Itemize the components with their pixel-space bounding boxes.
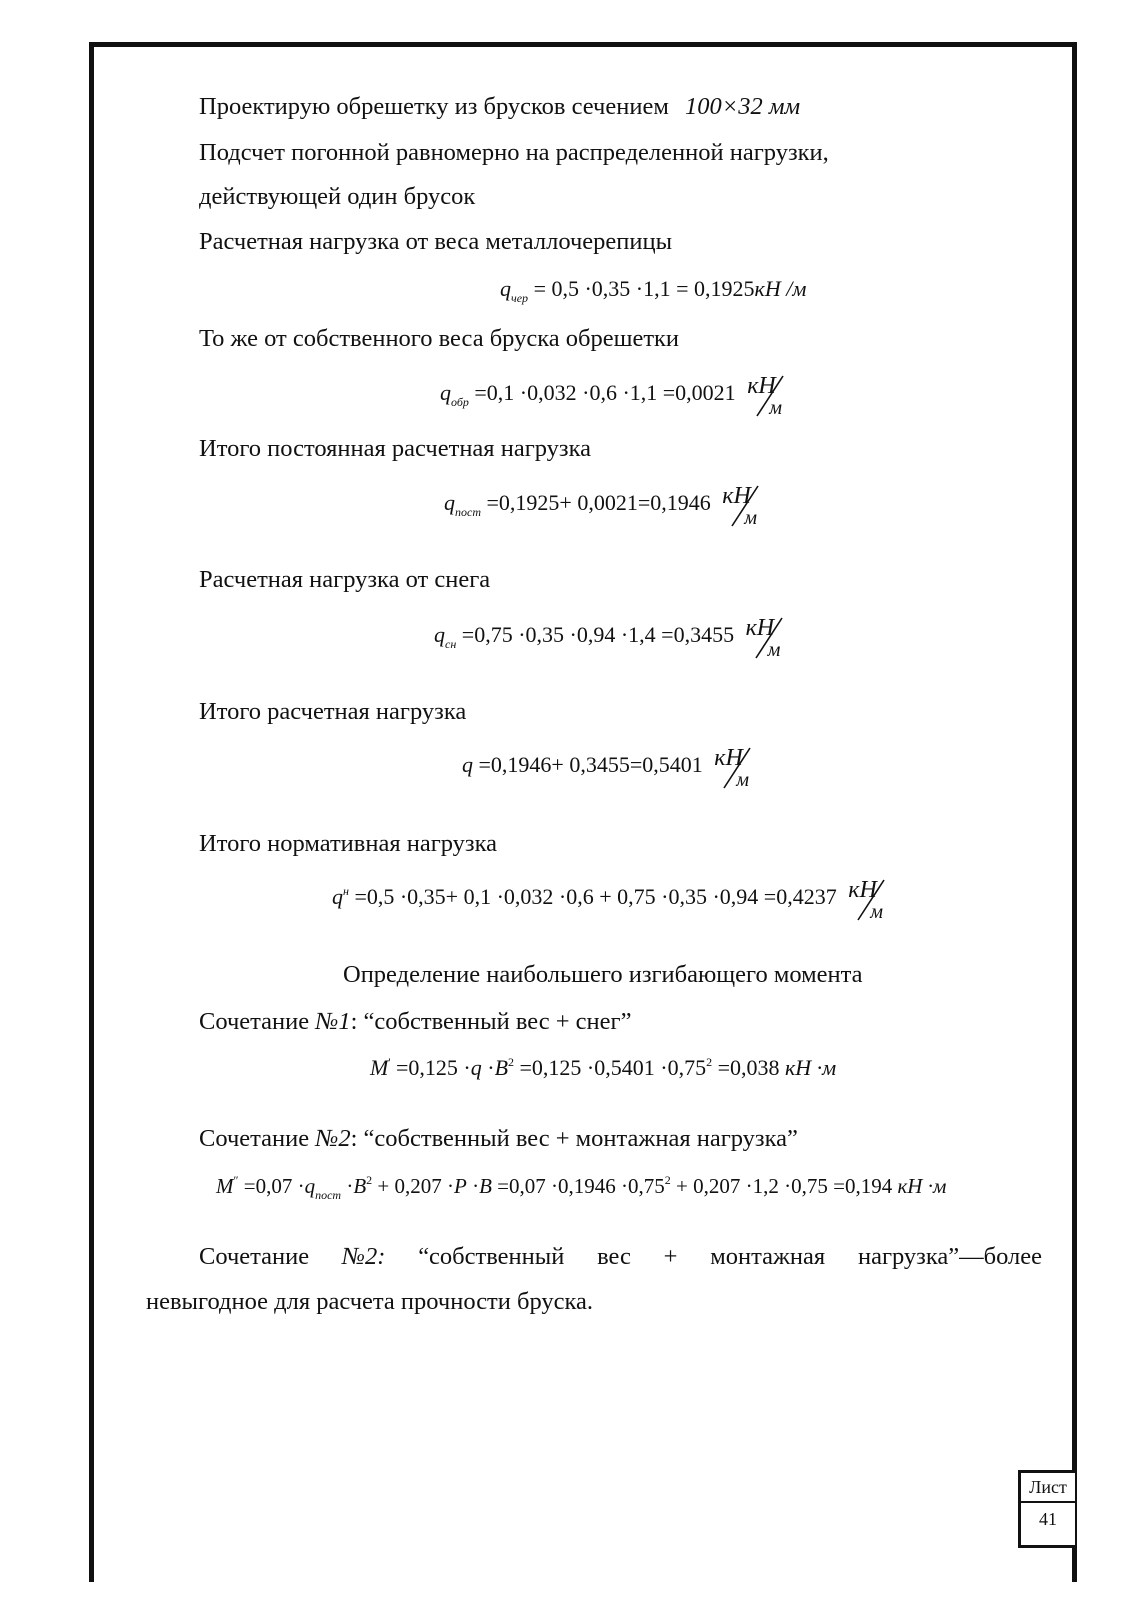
formula-expr: =0,1946+ 0,3455=0,5401	[473, 752, 703, 777]
formula-expr-b: ·	[341, 1174, 354, 1198]
sheet-number-box	[1018, 1470, 1075, 1548]
formula-expr: =0,1925+ 0,0021=0,1946	[481, 490, 711, 515]
text-line-8: Итого расчетная нагрузка	[199, 698, 467, 725]
formula-b: B	[353, 1174, 367, 1198]
formula-q-normative	[332, 877, 894, 924]
formula-b: B	[494, 1055, 509, 1080]
unit-denominator: м	[744, 507, 757, 529]
formula-expr: =0,1 ·0,032 ·0,6 ·1,1 =0,0021	[468, 380, 736, 405]
formula-sup: н	[343, 884, 349, 898]
unit-numerator: кН	[722, 483, 751, 509]
section-heading: Определение наибольшего изгибающего момента	[343, 961, 863, 988]
formula-q-sub: пост	[315, 1188, 342, 1202]
formula-expr-a: =0,125 ·	[390, 1055, 471, 1080]
formula-unit: кН /м	[754, 276, 807, 301]
combination-1-desc: : “собственный вес + снег”	[350, 1008, 632, 1035]
text-line-6: Итого постоянная расчетная нагрузка	[199, 435, 591, 462]
text-line-5: То же от собственного веса бруска обрешетки	[199, 325, 680, 352]
conclusion-word: вес	[597, 1243, 631, 1270]
unit-numerator: кН	[848, 877, 877, 903]
sheet-label: Лист	[1029, 1477, 1067, 1497]
formula-expr-a: =0,07 ·	[238, 1174, 305, 1198]
formula-b-2: B	[479, 1174, 492, 1198]
formula-q: q	[304, 1174, 316, 1198]
conclusion-word: №2:	[341, 1243, 386, 1270]
formula-expr: =0,5 ·0,35+ 0,1 ·0,032 ·0,6 + 0,75 ·0,35 ·0,94 =0,4237	[348, 884, 837, 909]
formula-expr-c: =0,125 ·0,5401 ·0,75	[514, 1055, 707, 1080]
unit-denominator: м	[736, 769, 749, 791]
unit-numerator: кН	[747, 373, 776, 399]
formula-sub: чер	[511, 291, 529, 305]
formula-var: q	[462, 752, 473, 777]
combination-2	[199, 1127, 798, 1152]
unit-fraction	[714, 745, 760, 792]
formula-expr-b: ·	[481, 1055, 495, 1080]
formula-expr-c: + 0,207 ·	[372, 1174, 455, 1198]
unit-fraction	[848, 877, 894, 924]
formula-var: q	[434, 622, 445, 647]
text-line-4: Расчетная нагрузка от веса металлочерепицы	[199, 228, 673, 255]
unit-fraction	[722, 483, 768, 530]
formula-var: M	[216, 1174, 234, 1198]
formula-unit: кН ·м	[897, 1174, 947, 1198]
formula-square: 2	[508, 1055, 515, 1069]
conclusion-word: “собственный	[418, 1243, 565, 1270]
formula-moment-2	[216, 1174, 946, 1201]
combination-1	[199, 1010, 631, 1035]
unit-fraction	[745, 615, 792, 662]
formula-expr: =0,75 ·0,35 ·0,94 ·1,4 =0,3455	[456, 622, 735, 647]
conclusion-word: монтажная	[710, 1243, 826, 1270]
formula-expr-d: ·	[466, 1174, 480, 1198]
conclusion-word: +	[663, 1243, 678, 1270]
formula-square: 2	[366, 1173, 373, 1187]
formula-var: M	[370, 1055, 389, 1080]
conclusion-word: нагрузка”—более	[857, 1243, 1042, 1270]
page-frame-top	[89, 42, 1077, 47]
sheet-number: 41	[1039, 1509, 1057, 1529]
formula-unit: кН ·м	[785, 1055, 837, 1080]
formula-var: q	[440, 380, 451, 405]
formula-q: q	[470, 1055, 482, 1080]
formula-var: q	[332, 884, 343, 909]
formula-expr-e: =0,07 ·0,1946 ·0,75	[491, 1174, 665, 1198]
formula-q-total	[462, 745, 760, 792]
unit-numerator: кН	[745, 615, 775, 641]
text-line-3: действующей один брусок	[199, 183, 476, 210]
combination-2-desc: : “собственный вес + монтажная нагрузка”	[350, 1125, 798, 1152]
combination-1-label: Сочетание	[199, 1008, 310, 1035]
combination-2-number: №2	[315, 1125, 351, 1152]
unit-denominator: м	[870, 901, 883, 923]
formula-moment-1	[370, 1056, 836, 1079]
text-line-1	[199, 95, 800, 120]
conclusion-line-2: невыгодное для расчета прочности бруска.	[146, 1288, 594, 1315]
unit-denominator: м	[769, 397, 782, 419]
formula-square-2: 2	[706, 1055, 713, 1069]
page-frame-right	[1072, 42, 1077, 1582]
formula-q-post	[444, 483, 768, 530]
formula-square-2: 2	[664, 1173, 671, 1187]
formula-q-sn	[434, 615, 792, 662]
text-line-2: Подсчет погонной равномерно на распределенной нагрузки,	[199, 139, 829, 166]
formula-expr-f: + 0,207 ·1,2 ·0,75 =0,194	[670, 1174, 898, 1198]
formula-expr-d: =0,038	[712, 1055, 785, 1080]
formula-p: P	[454, 1174, 467, 1198]
unit-numerator: кН	[714, 745, 743, 771]
formula-sub: пост	[455, 505, 481, 519]
formula-var: q	[500, 276, 511, 301]
formula-var: q	[444, 490, 455, 515]
formula-q-cher	[500, 278, 806, 304]
formula-sub: обр	[451, 395, 469, 409]
text-line-7: Расчетная нагрузка от снега	[199, 566, 491, 593]
unit-fraction	[747, 373, 793, 420]
page-frame-left	[89, 42, 94, 1582]
text-line-9: Итого нормативная нагрузка	[199, 830, 498, 857]
combination-2-label: Сочетание	[199, 1125, 310, 1152]
sheet-divider	[1021, 1501, 1075, 1503]
formula-q-obr	[440, 373, 793, 420]
conclusion-line-1	[199, 1243, 1042, 1271]
unit-denominator: м	[767, 639, 781, 661]
conclusion-word: Сочетание	[199, 1243, 310, 1270]
text-line-1-body: Проектирую обрешетку из брусков сечением	[199, 93, 669, 120]
formula-sup: ″	[233, 1173, 239, 1187]
section-size: 100×32 мм	[684, 93, 801, 120]
formula-sub: сн	[445, 637, 457, 651]
combination-1-number: №1	[315, 1008, 351, 1035]
formula-sup: '	[388, 1055, 391, 1069]
formula-expr: = 0,5 ·0,35 ·1,1 = 0,1925	[528, 276, 755, 301]
